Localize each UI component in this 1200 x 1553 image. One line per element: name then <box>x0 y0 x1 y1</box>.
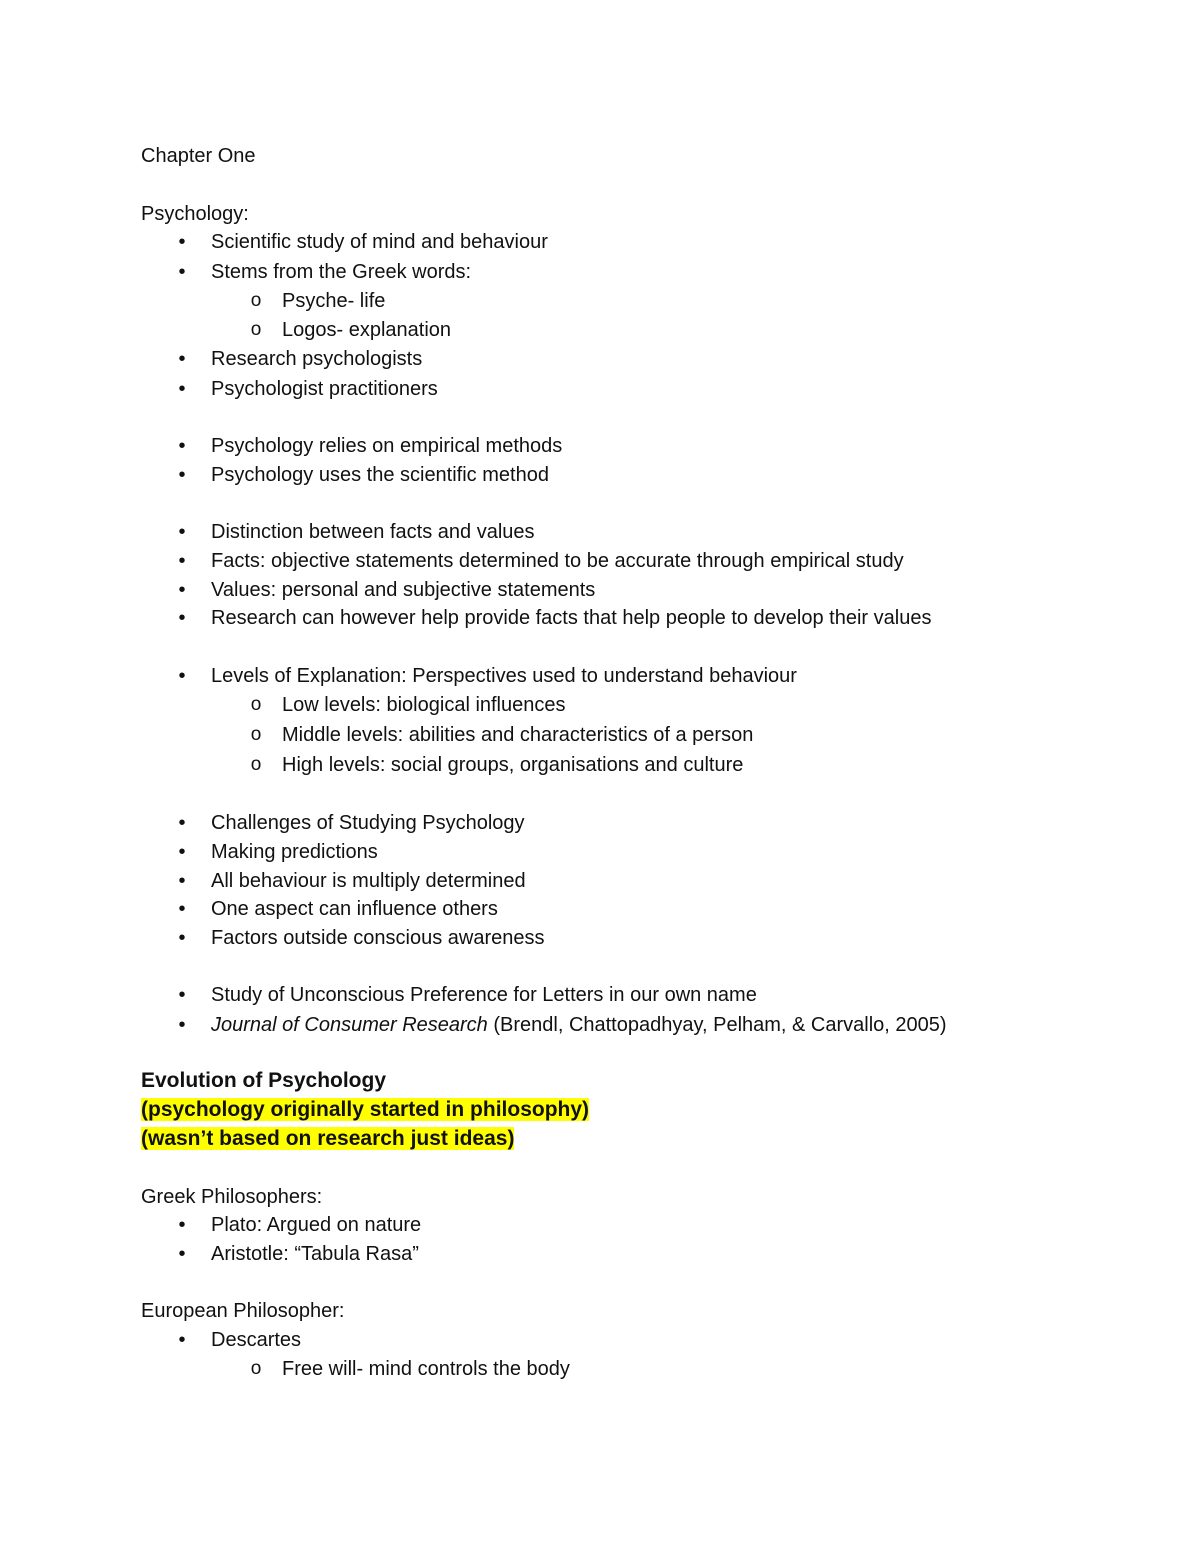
bullet-icon: • <box>178 579 186 601</box>
bullet-icon: • <box>178 521 186 543</box>
bullet-icon: • <box>178 812 186 834</box>
sub-bullet-icon: o <box>250 754 262 775</box>
bullet-icon: • <box>178 1014 186 1036</box>
list-item: Research can however help provide facts that help people to develop their values <box>211 607 932 629</box>
highlighted-note <box>141 1098 589 1122</box>
journal-authors: (Brendl, Chattopadhyay, Pelham, & Carvallo, 2005) <box>487 1014 947 1036</box>
list-item: Scientific study of mind and behaviour <box>211 231 548 253</box>
list-item: All behaviour is multiply determined <box>211 870 526 892</box>
bullet-icon: • <box>178 870 186 892</box>
section-label-european-philosopher: European Philosopher: <box>141 1300 345 1322</box>
bullet-icon: • <box>178 665 186 687</box>
sub-list-item: Logos- explanation <box>282 319 452 341</box>
bullet-icon: • <box>178 1329 186 1351</box>
bullet-icon: • <box>178 348 186 370</box>
bullet-icon: • <box>178 435 186 457</box>
citation-line <box>211 1013 947 1037</box>
list-item: One aspect can influence others <box>211 898 498 920</box>
list-item: Study of Unconscious Preference for Letters in our own name <box>211 984 757 1006</box>
sub-bullet-icon: o <box>250 1358 262 1379</box>
list-item: Psychology relies on empirical methods <box>211 435 563 457</box>
sub-bullet-icon: o <box>250 694 262 715</box>
list-item: Levels of Explanation: Perspectives used to understand behaviour <box>211 665 797 687</box>
bullet-icon: • <box>178 261 186 283</box>
list-item: Challenges of Studying Psychology <box>211 812 525 834</box>
section-label-psychology: Psychology: <box>141 203 249 225</box>
list-item: Psychologist practitioners <box>211 378 438 400</box>
sub-bullet-icon: o <box>250 290 262 311</box>
bullet-icon: • <box>178 927 186 949</box>
list-item: Making predictions <box>211 841 378 863</box>
highlight-text: (psychology originally started in philosophy) <box>141 1098 590 1121</box>
list-item: Stems from the Greek words: <box>211 261 472 283</box>
section-heading-evolution: Evolution of Psychology <box>141 1069 387 1092</box>
list-item: Aristotle: “Tabula Rasa” <box>211 1243 419 1265</box>
bullet-icon: • <box>178 1214 186 1236</box>
highlight-text: (wasn’t based on research just ideas) <box>141 1127 515 1150</box>
sub-list-item: Free will- mind controls the body <box>282 1358 570 1380</box>
list-item: Factors outside conscious awareness <box>211 927 545 949</box>
journal-title: Journal of Consumer Research <box>211 1014 488 1036</box>
list-item: Research psychologists <box>211 348 423 370</box>
section-label-greek-philosophers: Greek Philosophers: <box>141 1186 323 1208</box>
list-item: Values: personal and subjective statements <box>211 579 596 601</box>
bullet-icon: • <box>178 231 186 253</box>
sub-list-item: High levels: social groups, organisations and culture <box>282 754 744 776</box>
list-item: Distinction between facts and values <box>211 521 535 543</box>
highlighted-note <box>141 1127 514 1151</box>
list-item: Descartes <box>211 1329 302 1351</box>
chapter-title: Chapter One <box>141 145 256 167</box>
bullet-icon: • <box>178 464 186 486</box>
sub-list-item: Middle levels: abilities and characteristics of a person <box>282 724 754 746</box>
bullet-icon: • <box>178 984 186 1006</box>
bullet-icon: • <box>178 841 186 863</box>
bullet-icon: • <box>178 1243 186 1265</box>
bullet-icon: • <box>178 898 186 920</box>
sub-bullet-icon: o <box>250 319 262 340</box>
bullet-icon: • <box>178 550 186 572</box>
bullet-icon: • <box>178 378 186 400</box>
bullet-icon: • <box>178 607 186 629</box>
list-item: Psychology uses the scientific method <box>211 464 549 486</box>
sub-list-item: Low levels: biological influences <box>282 694 566 716</box>
sub-bullet-icon: o <box>250 724 262 745</box>
list-item: Facts: objective statements determined to be accurate through empirical study <box>211 550 904 572</box>
sub-list-item: Psyche- life <box>282 290 386 312</box>
list-item: Plato: Argued on nature <box>211 1214 422 1236</box>
